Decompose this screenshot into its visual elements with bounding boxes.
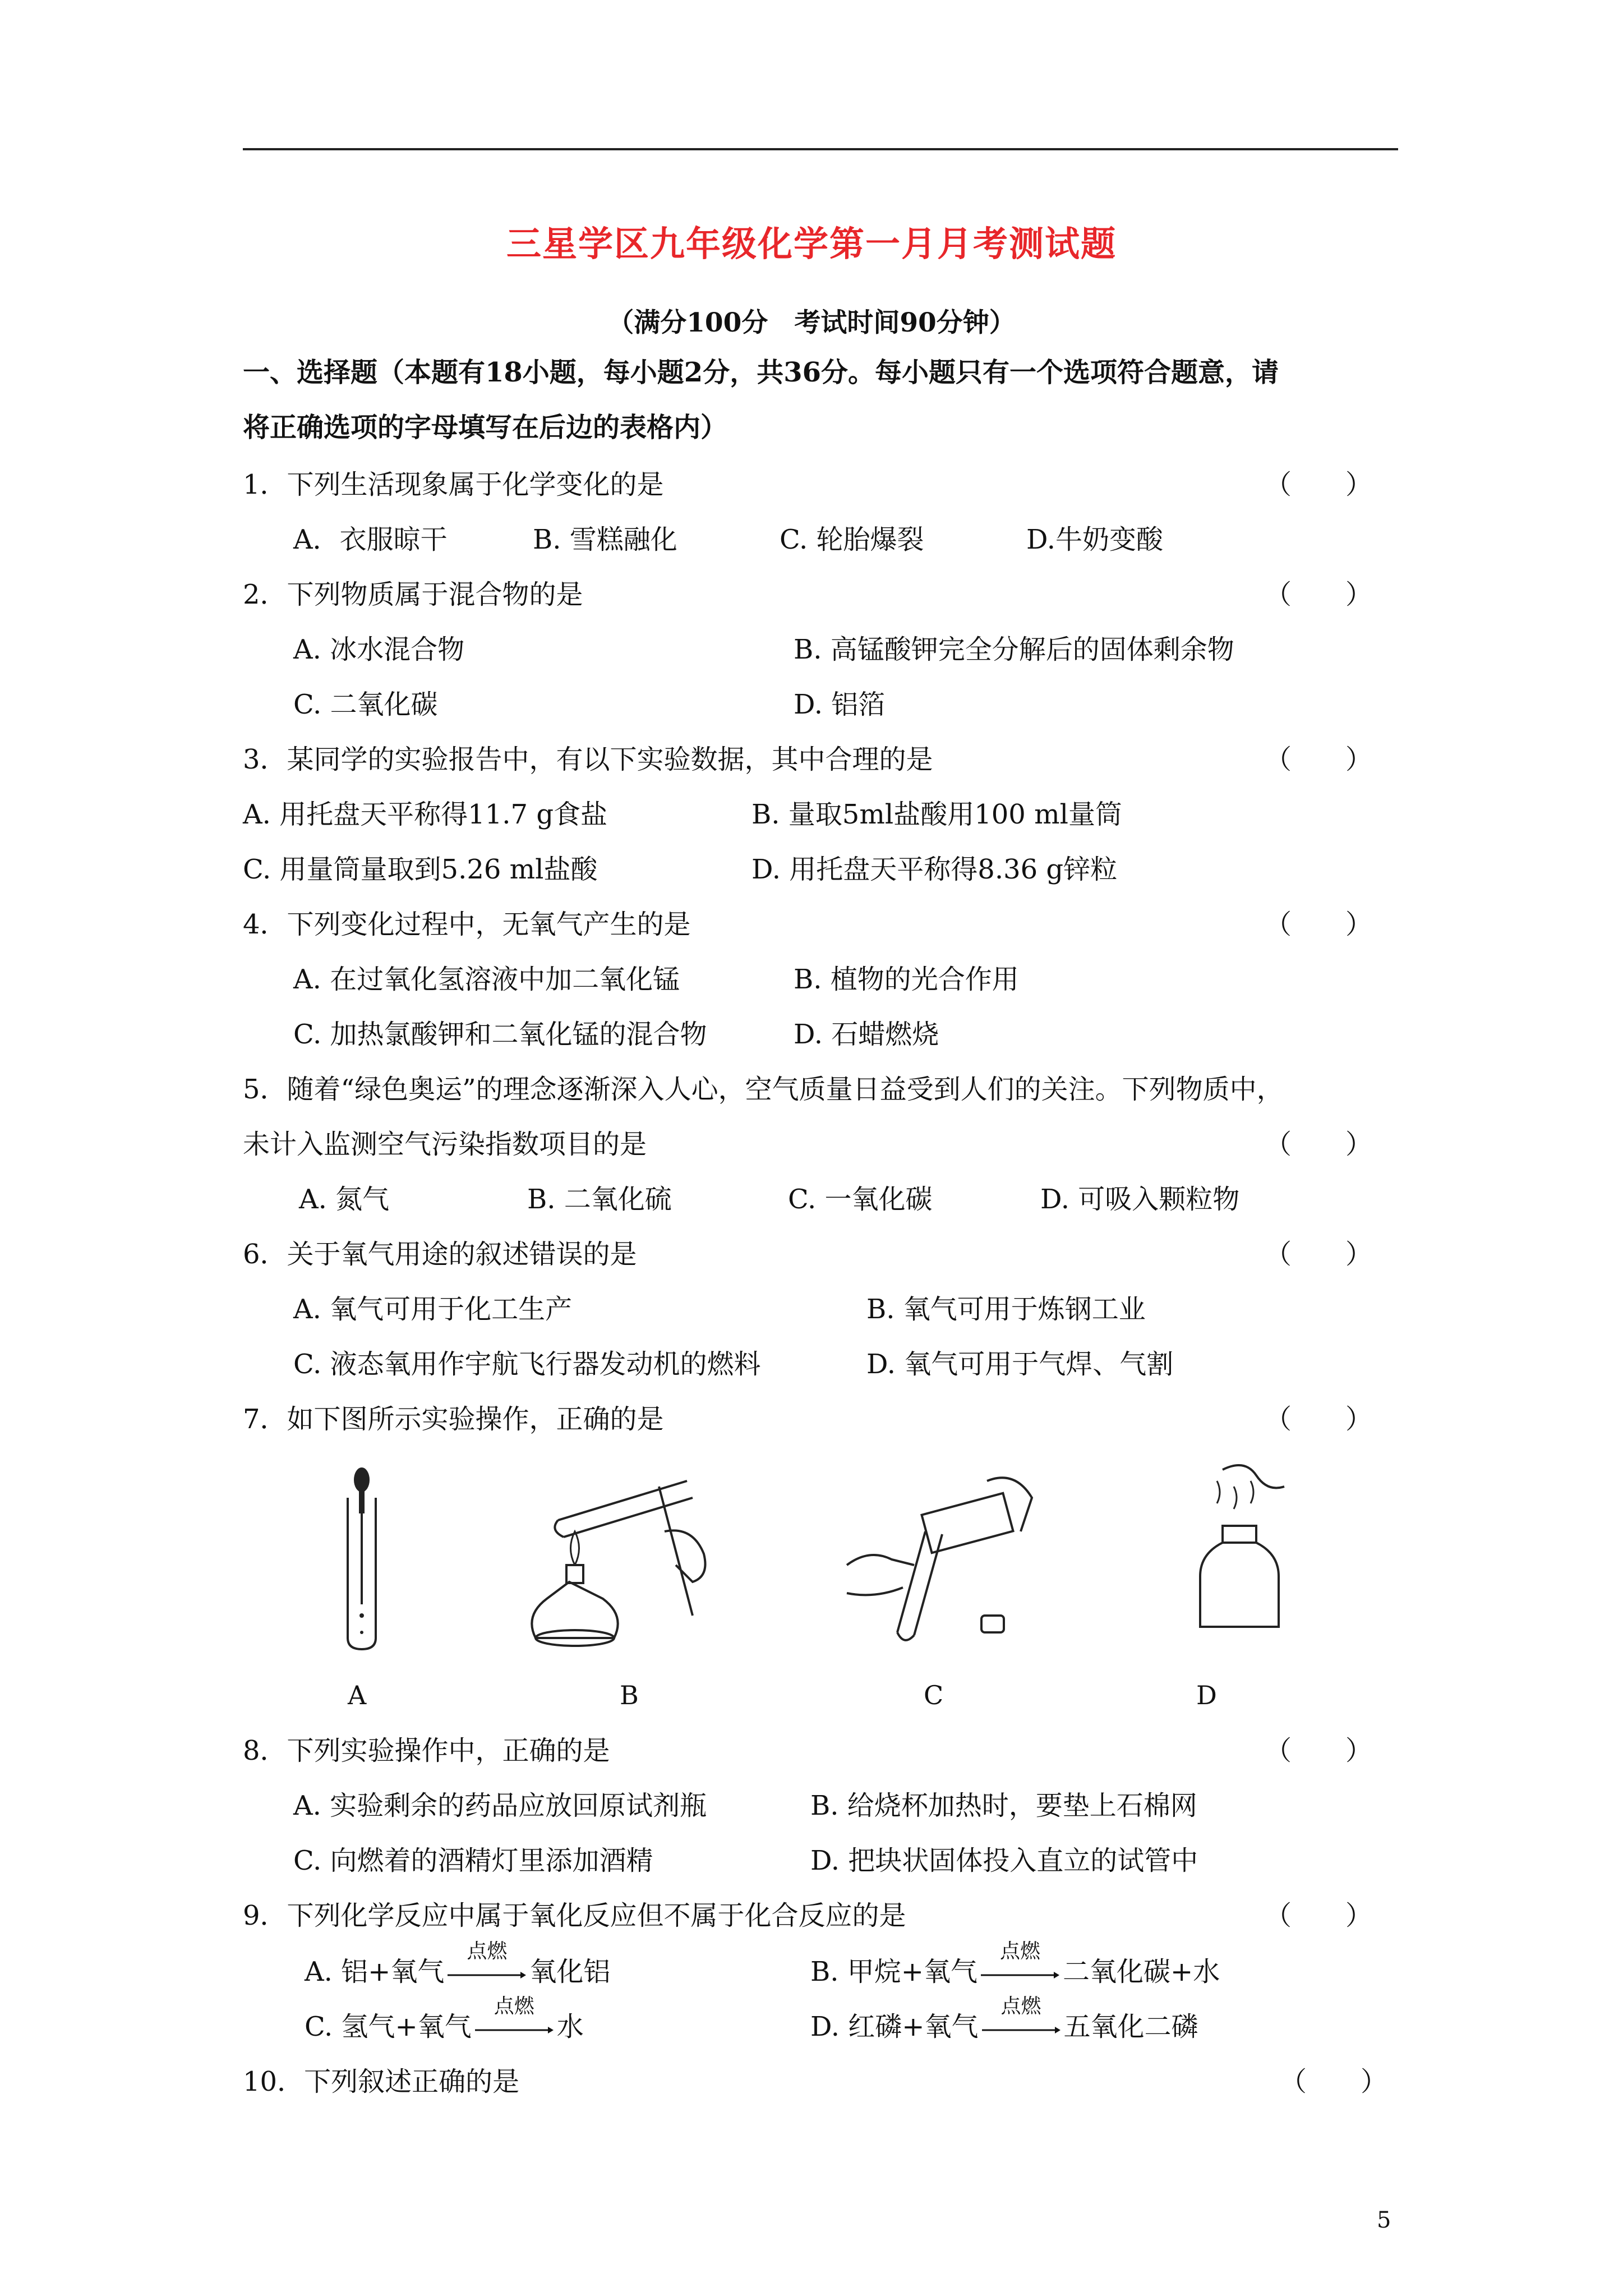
- q9-option-b-products: 二氧化碳+水: [1063, 1956, 1220, 1987]
- q2-option-c: C. 二氧化碳: [293, 689, 438, 720]
- q2-stem: 2．下列物质属于混合物的是: [243, 579, 583, 610]
- q9-option-b: [810, 1939, 1220, 1987]
- q4-option-d: D. 石蜡燃烧: [794, 1019, 939, 1050]
- q8-answer-paren: （ ）: [1265, 1735, 1373, 1766]
- figure-d-smelling-gas: [1183, 1458, 1295, 1638]
- q9-stem: 9．下列化学反应中属于氧化反应但不属于化合反应的是: [243, 1900, 906, 1931]
- q5-option-a: A. 氮气: [299, 1184, 390, 1215]
- q6-stem: 6．关于氧气用途的叙述错误的是: [243, 1239, 637, 1270]
- q9-option-a-arrow: [448, 1939, 526, 1987]
- page-subtitle: （满分100分 考试时间90分钟）: [607, 307, 1016, 338]
- q9-option-a-condition: 点燃: [467, 1939, 508, 1963]
- q9-option-c: [305, 1994, 584, 2042]
- q5-answer-paren: （ ）: [1265, 1129, 1373, 1160]
- q6-answer-paren: （ ）: [1265, 1239, 1373, 1270]
- arrow-right-icon: [475, 2026, 554, 2035]
- q4-option-a: A. 在过氧化氢溶液中加二氧化锰: [293, 964, 680, 995]
- q1-option-d: D.牛奶变酸: [1026, 524, 1164, 555]
- q9-option-c-condition: 点燃: [494, 1994, 534, 2018]
- q9-answer-paren: （ ）: [1265, 1900, 1373, 1931]
- q7-stem: 7．如下图所示实验操作，正确的是: [243, 1404, 664, 1435]
- q9-option-d-products: 五氧化二磷: [1063, 2011, 1198, 2042]
- q3-option-a: A. 用托盘天平称得11.7 g食盐: [243, 799, 608, 830]
- q8-option-d: D. 把块状固体投入直立的试管中: [810, 1845, 1198, 1876]
- arrow-right-icon: [981, 1971, 1059, 1980]
- q3-answer-paren: （ ）: [1265, 744, 1373, 775]
- q4-option-b: B. 植物的光合作用: [794, 964, 1019, 995]
- q4-stem: 4．下列变化过程中，无氧气产生的是: [243, 909, 691, 940]
- figure-b-label: B: [620, 1680, 639, 1710]
- header-rule: [243, 148, 1398, 150]
- q9-option-d-condition: 点燃: [1000, 1994, 1041, 2018]
- q6-option-a: A. 氧气可用于化工生产: [293, 1294, 573, 1325]
- page-number: 5: [1377, 2207, 1391, 2233]
- q2-answer-paren: （ ）: [1265, 579, 1373, 610]
- q1-answer-paren: （ ）: [1265, 469, 1373, 500]
- q9-option-a-products: 氧化铝: [529, 1956, 611, 1987]
- q7-answer-paren: （ ）: [1265, 1404, 1373, 1435]
- q6-option-b: B. 氧气可用于炼钢工业: [866, 1294, 1146, 1325]
- q1-option-a: A．衣服晾干: [293, 524, 448, 555]
- q8-option-a: A. 实验剩余的药品应放回原试剂瓶: [293, 1790, 707, 1821]
- q9-option-d-reactants: D. 红磷+氧气: [810, 2011, 979, 2042]
- q10-stem: 10．下列叙述正确的是: [243, 2066, 520, 2097]
- section1-line2: 将正确选项的字母填写在后边的表格内）: [243, 412, 728, 443]
- q9-option-d: [810, 1994, 1198, 2042]
- q3-stem: 3．某同学的实验报告中，有以下实验数据，其中合理的是: [243, 744, 933, 775]
- q2-option-a: A. 冰水混合物: [293, 634, 465, 665]
- q8-option-c: C. 向燃着的酒精灯里添加酒精: [293, 1845, 653, 1876]
- q6-option-d: D. 氧气可用于气焊、气割: [866, 1349, 1174, 1380]
- figure-a-dropper-test-tube: [331, 1464, 393, 1655]
- q8-stem: 8．下列实验操作中，正确的是: [243, 1735, 610, 1766]
- q5-stem-line2: 未计入监测空气污染指数项目的是: [243, 1129, 647, 1160]
- q6-option-c: C. 液态氧用作宇航飞行器发动机的燃料: [293, 1349, 761, 1380]
- q1-option-b: B. 雪糕融化: [533, 524, 677, 555]
- q4-answer-paren: （ ）: [1265, 909, 1373, 940]
- figure-a-label: A: [348, 1680, 367, 1710]
- q2-option-d: D. 铝箔: [794, 689, 886, 720]
- q3-option-c: C. 用量筒量取到5.26 ml盐酸: [243, 854, 598, 885]
- q2-option-b: B. 高锰酸钾完全分解后的固体剩余物: [794, 634, 1234, 665]
- figure-c-pouring-liquid: [841, 1464, 1043, 1649]
- q5-option-b: B. 二氧化硫: [527, 1184, 672, 1215]
- figure-b-heating-test-tube: [524, 1470, 737, 1649]
- figure-d-label: D: [1196, 1680, 1217, 1710]
- q9-option-b-condition: 点燃: [1000, 1939, 1041, 1963]
- q3-option-b: B. 量取5ml盐酸用100 ml量筒: [751, 799, 1122, 830]
- q3-option-d: D. 用托盘天平称得8.36 g锌粒: [751, 854, 1118, 885]
- section1-line1: 一、选择题（本题有18小题，每小题2分，共36分。每小题只有一个选项符合题意，请: [243, 357, 1279, 388]
- arrow-right-icon: [448, 1971, 526, 1980]
- page-title: 三星学区九年级化学第一月月考测试题: [506, 223, 1117, 264]
- q5-option-c: C. 一氧化碳: [788, 1184, 933, 1215]
- q9-option-a-reactants: A. 铝+氧气: [305, 1956, 445, 1987]
- q8-option-b: B. 给烧杯加热时，要垫上石棉网: [810, 1790, 1197, 1821]
- q5-stem-line1: 5．随着“绿色奥运”的理念逐渐深入人心，空气质量日益受到人们的关注。下列物质中，: [243, 1074, 1284, 1105]
- q9-option-c-reactants: C. 氢气+氧气: [305, 2011, 472, 2042]
- q5-option-d: D. 可吸入颗粒物: [1040, 1184, 1240, 1215]
- arrow-right-icon: [982, 2026, 1061, 2035]
- figure-c-label: C: [924, 1680, 944, 1710]
- q9-option-d-arrow: [982, 1994, 1061, 2042]
- q10-answer-paren: （ ）: [1280, 2066, 1388, 2097]
- q1-option-c: C. 轮胎爆裂: [780, 524, 924, 555]
- q9-option-b-reactants: B. 甲烷+氧气: [810, 1956, 978, 1987]
- q9-option-c-products: 水: [556, 2011, 584, 2042]
- q9-option-c-arrow: [475, 1994, 554, 2042]
- q4-option-c: C. 加热氯酸钾和二氧化锰的混合物: [293, 1019, 707, 1050]
- q9-option-b-arrow: [981, 1939, 1059, 1987]
- q1-stem: 1．下列生活现象属于化学变化的是: [243, 469, 664, 500]
- q9-option-a: [305, 1939, 611, 1987]
